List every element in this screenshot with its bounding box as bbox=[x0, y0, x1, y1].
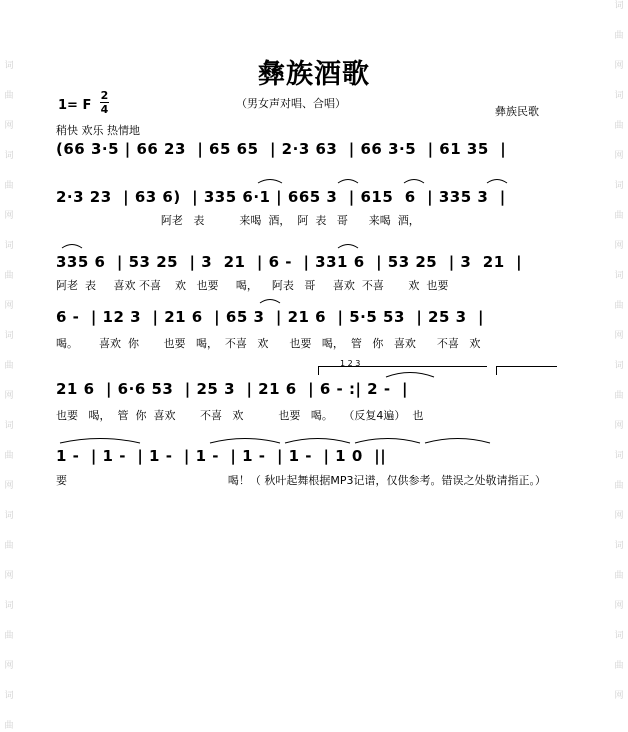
tie-arc bbox=[487, 180, 507, 184]
song-genre: 彝族民歌 bbox=[495, 105, 539, 118]
notation-row-4: 6 - | 12 3 | 21 6 | 65 3 | 21 6 | 5·5 53 | 25 3 | bbox=[56, 308, 485, 326]
watermark-char: 曲 bbox=[614, 391, 624, 401]
tie-arc bbox=[425, 439, 490, 444]
tempo-marking: 稍快 欢乐 热情地 bbox=[56, 124, 140, 137]
watermark-char: 曲 bbox=[4, 181, 14, 191]
tie-arc bbox=[355, 439, 420, 444]
watermark-char: 词 bbox=[4, 151, 14, 161]
watermark-char: 曲 bbox=[614, 571, 624, 581]
watermark-char: 词 bbox=[4, 331, 14, 341]
watermark-char: 词 bbox=[4, 421, 14, 431]
watermark-char: 网 bbox=[614, 151, 624, 161]
tie-arc bbox=[338, 180, 358, 184]
watermark-char: 词 bbox=[4, 691, 14, 701]
song-subtitle: （男女声对唱、合唱） bbox=[236, 97, 346, 110]
watermark-char: 曲 bbox=[614, 301, 624, 311]
watermark-char: 网 bbox=[4, 571, 14, 581]
watermark-char: 词 bbox=[4, 241, 14, 251]
notation-row-2: 2·3 23 | 63 6) | 335 6·1 | 665 3 | 615 6 | 335 3 | bbox=[56, 188, 506, 206]
watermark-char: 曲 bbox=[4, 541, 14, 551]
watermark-char: 网 bbox=[614, 61, 624, 71]
watermark-char: 曲 bbox=[614, 211, 624, 221]
notation-row-5: 21 6 | 6·6 53 | 25 3 | 21 6 | 6 - :| 2 - | bbox=[56, 380, 408, 398]
notation-row-1: (66 3·5 | 66 23 | 65 65 | 2·3 63 | 66 3·5 | 61 35 | bbox=[56, 140, 507, 158]
lyric-row-2: 阿老 表 来喝 酒， 阿 表 哥 来喝 酒， bbox=[56, 214, 420, 227]
tie-arc bbox=[258, 180, 282, 184]
watermark-char: 词 bbox=[4, 61, 14, 71]
watermark-char: 网 bbox=[4, 481, 14, 491]
watermark-char: 网 bbox=[614, 241, 624, 251]
tie-arc bbox=[404, 180, 424, 184]
watermark-char: 词 bbox=[614, 451, 624, 461]
tie-arc bbox=[62, 245, 82, 249]
watermark-char: 网 bbox=[4, 661, 14, 671]
watermark-char: 网 bbox=[614, 601, 624, 611]
lyric-row-4: 喝。 喜欢 你 也要 喝， 不喜 欢 也要 喝， 管 你 喜欢 不喜 欢 bbox=[56, 337, 481, 350]
volta-label: 1 2 3 bbox=[340, 359, 361, 368]
watermark-char: 网 bbox=[614, 691, 624, 701]
watermark-char: 网 bbox=[614, 331, 624, 341]
watermark-char: 曲 bbox=[614, 481, 624, 491]
meter-bottom: 4 bbox=[100, 103, 109, 116]
watermark-char: 词 bbox=[4, 601, 14, 611]
watermark-char: 曲 bbox=[4, 631, 14, 641]
watermark-char: 网 bbox=[4, 391, 14, 401]
watermark-char: 词 bbox=[4, 511, 14, 521]
time-signature bbox=[100, 90, 109, 115]
song-title: 彝族酒歌 bbox=[258, 59, 370, 90]
watermark-char: 网 bbox=[614, 421, 624, 431]
watermark-char: 词 bbox=[614, 181, 624, 191]
watermark-char: 网 bbox=[614, 511, 624, 521]
watermark-char: 网 bbox=[4, 301, 14, 311]
meter-top: 2 bbox=[100, 89, 109, 102]
watermark-char: 曲 bbox=[614, 31, 624, 41]
watermark-char: 网 bbox=[4, 211, 14, 221]
lyric-row-6: 要 喝！（ 秋叶起舞根据MP3记谱，仅供参考。错误之处敬请指正。） bbox=[56, 474, 546, 487]
notation-row-6: 1 - | 1 - | 1 - | 1 - | 1 - | 1 - | 1 0 || bbox=[56, 447, 387, 465]
watermark-char: 曲 bbox=[4, 91, 14, 101]
volta-bracket-second bbox=[496, 366, 557, 375]
watermark-char: 词 bbox=[614, 91, 624, 101]
watermark-char: 曲 bbox=[4, 361, 14, 371]
watermark-char: 曲 bbox=[4, 451, 14, 461]
lyric-row-3: 阿老 表 喜欢 不喜 欢 也要 喝， 阿表 哥 喜欢 不喜 欢 也要 bbox=[56, 279, 449, 292]
watermark-char: 网 bbox=[4, 121, 14, 131]
watermark-char: 曲 bbox=[614, 661, 624, 671]
tie-arc bbox=[60, 439, 140, 444]
watermark-char: 曲 bbox=[614, 121, 624, 131]
watermark-char: 词 bbox=[614, 541, 624, 551]
watermark-char: 词 bbox=[614, 1, 624, 11]
watermark-char: 曲 bbox=[4, 721, 14, 731]
watermark-char: 词 bbox=[614, 631, 624, 641]
notation-row-3: 335 6 | 53 25 | 3 21 | 6 - | 331 6 | 53 25 | 3 21 | bbox=[56, 253, 523, 271]
watermark-char: 曲 bbox=[4, 271, 14, 281]
volta-bracket-first bbox=[318, 366, 487, 375]
lyric-row-5: 也要 喝， 管 你 喜欢 不喜 欢 也要 喝。 （反复4遍） 也 bbox=[56, 409, 424, 422]
tie-arc bbox=[260, 300, 280, 304]
watermark-char: 词 bbox=[614, 271, 624, 281]
tie-arc bbox=[285, 439, 350, 444]
tie-arc bbox=[210, 439, 280, 444]
tie-arc bbox=[338, 245, 358, 249]
watermark-char: 词 bbox=[614, 361, 624, 371]
key-signature: 1= F bbox=[58, 98, 92, 113]
